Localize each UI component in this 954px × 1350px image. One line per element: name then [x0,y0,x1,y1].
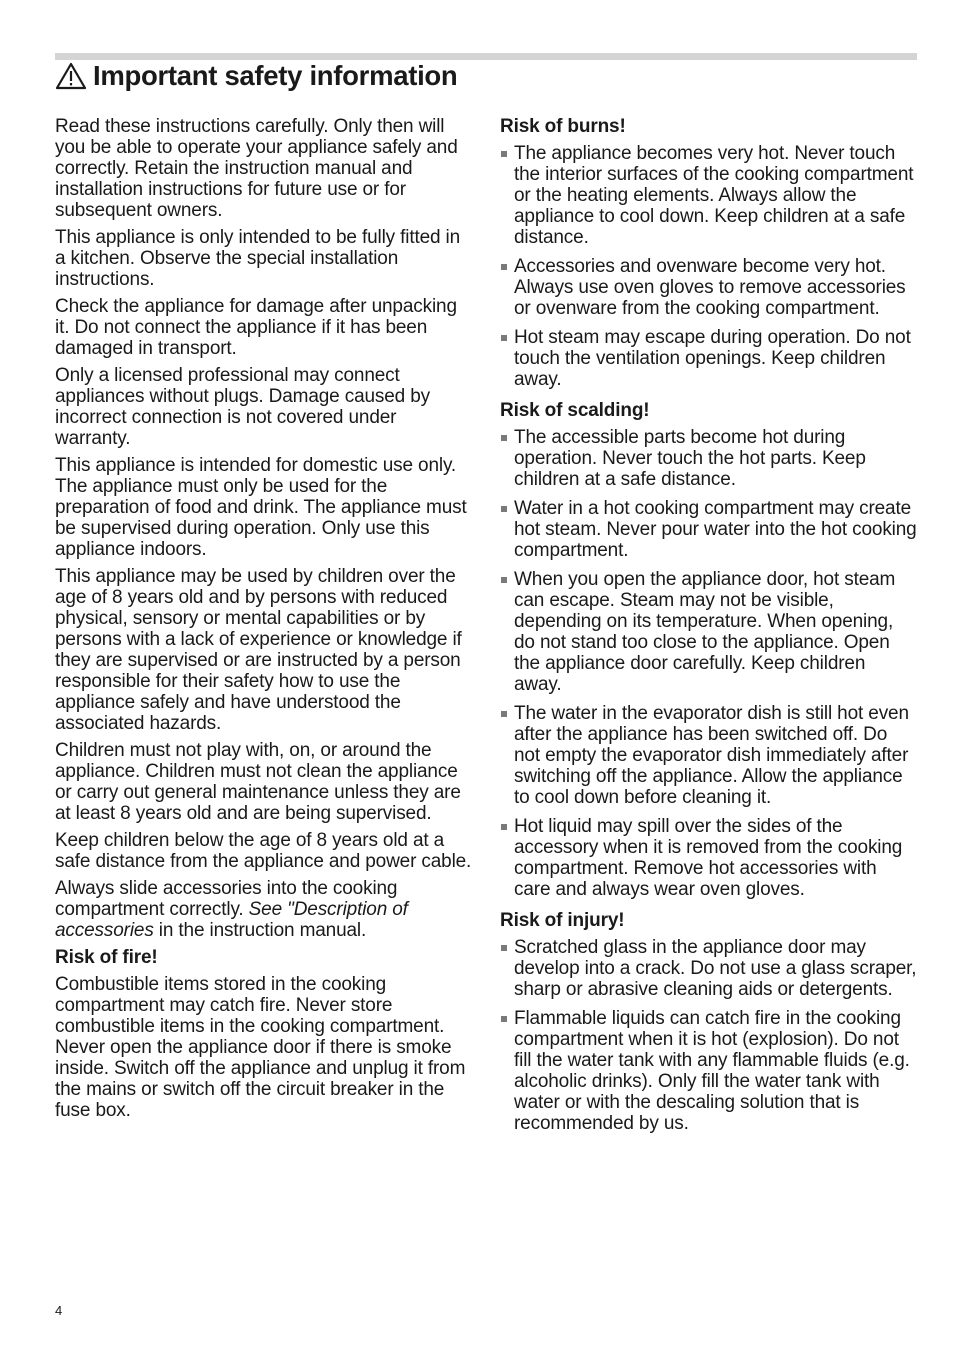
list-item [500,703,917,808]
square-bullet-icon [501,711,507,717]
page-title [55,60,457,92]
list-item-text: Scratched glass in the appliance door may develop into a crack. Do not use a glass scraper, sharp or abrasive cleaning aids or detergents. [514,937,917,1000]
paragraph-licensed-professional: Only a licensed professional may connect appliances without plugs. Damage caused by incorrect connection is not covered under warranty. [55,365,430,449]
square-bullet-icon [501,824,507,830]
list-risk-of-scalding [500,427,917,900]
list-item-text: The water in the evaporator dish is still hot even after the appliance has been switched off. Do not empty the evaporator dish immediately after switching off the appliance. Allow the appliance to cool down before cleaning it. [514,703,909,808]
section-risk-of-burns [500,116,917,390]
square-bullet-icon [501,1016,507,1022]
page-number: 4 [55,1303,63,1318]
square-bullet-icon [501,264,507,270]
square-bullet-icon [501,151,507,157]
list-item [500,498,917,561]
paragraph-read-instructions: Read these instructions carefully. Only then will you be able to operate your appliance safely and correctly. Retain the instruction manual and installation instructions for future use or for subsequent owners. [55,116,458,221]
paragraph-domestic-use: This appliance is intended for domestic use only. The appliance must only be used for the preparation of food and drink. The appliance must be supervised during operation. Only use this appliance indoors. [55,455,467,560]
list-risk-of-burns [500,143,917,390]
square-bullet-icon [501,435,507,441]
list-item [500,143,917,248]
square-bullet-icon [501,506,507,512]
list-item-text: Water in a hot cooking compartment may create hot steam. Never pour water into the hot cooking compartment. [514,498,917,561]
paragraph-risk-of-fire: Combustible items stored in the cooking compartment may catch fire. Never store combustible items in the cooking compartment. Never open the appliance door if there is smoke inside. Switch off the appliance and unplug it from the mains or switch off the circuit breaker in the fuse box. [55,974,466,1121]
heading-risk-of-scalding: Risk of scalding! [500,400,650,421]
list-item-text: Hot steam may escape during operation. Do not touch the ventilation openings. Keep children away. [514,327,911,390]
page-title-text: Important safety information [93,60,458,91]
section-risk-of-injury [500,910,917,1134]
right-column [500,116,917,1144]
list-item [500,569,917,695]
paragraph-accessories [55,878,475,941]
list-item [500,1008,917,1134]
accessories-text-before: Always slide accessories into the cooking compartment correctly. [55,878,398,920]
warning-triangle-icon [55,62,87,90]
left-column [55,116,475,1127]
paragraph-fitted-kitchen: This appliance is only intended to be fully fitted in a kitchen. Observe the special installation instructions. [55,227,461,290]
accessories-reference: See "Description of accessories [55,899,408,941]
heading-risk-of-fire: Risk of fire! [55,947,158,968]
list-item [500,327,917,390]
accessories-text-after: in the instruction manual. [153,920,367,941]
paragraph-children-persons: This appliance may be used by children over the age of 8 years old and by persons with reduced physical, sensory or mental capabilities or by persons with a lack of experience or knowledge if they are supervised or are instructed by a person responsible for their safety how to use the appliance safely and have understood the associated hazards. [55,566,462,734]
paragraph-check-damage: Check the appliance for damage after unpacking it. Do not connect the appliance if it has been damaged in transport. [55,296,457,359]
list-item-text: The accessible parts become hot during operation. Never touch the hot parts. Keep children at a safe distance. [514,427,866,490]
square-bullet-icon [501,945,507,951]
top-rule [55,53,917,60]
list-item-text: When you open the appliance door, hot steam can escape. Steam may not be visible, depending on its temperature. When opening, do not stand too close to the appliance. Open the appliance door carefully. Keep children away. [514,569,896,695]
list-item [500,427,917,490]
heading-risk-of-burns: Risk of burns! [500,116,626,137]
paragraph-children-distance: Keep children below the age of 8 years old at a safe distance from the appliance and power cable. [55,830,472,872]
list-item [500,937,917,1000]
list-item-text: Flammable liquids can catch fire in the cooking compartment when it is hot (explosion). Do not fill the water tank with any flammable fluids (e.g. alcoholic drinks). Only fill the water tank with water or with the descaling solution that is recommended by us. [514,1008,910,1134]
list-item [500,816,917,900]
heading-risk-of-injury: Risk of injury! [500,910,625,931]
paragraph-children-play: Children must not play with, on, or around the appliance. Children must not clean the appliance or carry out general maintenance unless they are at least 8 years old and are being supervised. [55,740,461,824]
list-item-text: Accessories and ovenware become very hot. Always use oven gloves to remove accessories or ovenware from the cooking compartment. [514,256,906,319]
list-item [500,256,917,319]
list-item-text: The appliance becomes very hot. Never touch the interior surfaces of the cooking compartment or the heating elements. Always allow the appliance to cool down. Keep children at a safe distance. [514,143,914,248]
square-bullet-icon [501,577,507,583]
list-risk-of-injury [500,937,917,1134]
square-bullet-icon [501,335,507,341]
list-item-text: Hot liquid may spill over the sides of the accessory when it is removed from the cooking compartment. Remove hot accessories with care and always wear oven gloves. [514,816,903,900]
section-risk-of-scalding [500,400,917,900]
